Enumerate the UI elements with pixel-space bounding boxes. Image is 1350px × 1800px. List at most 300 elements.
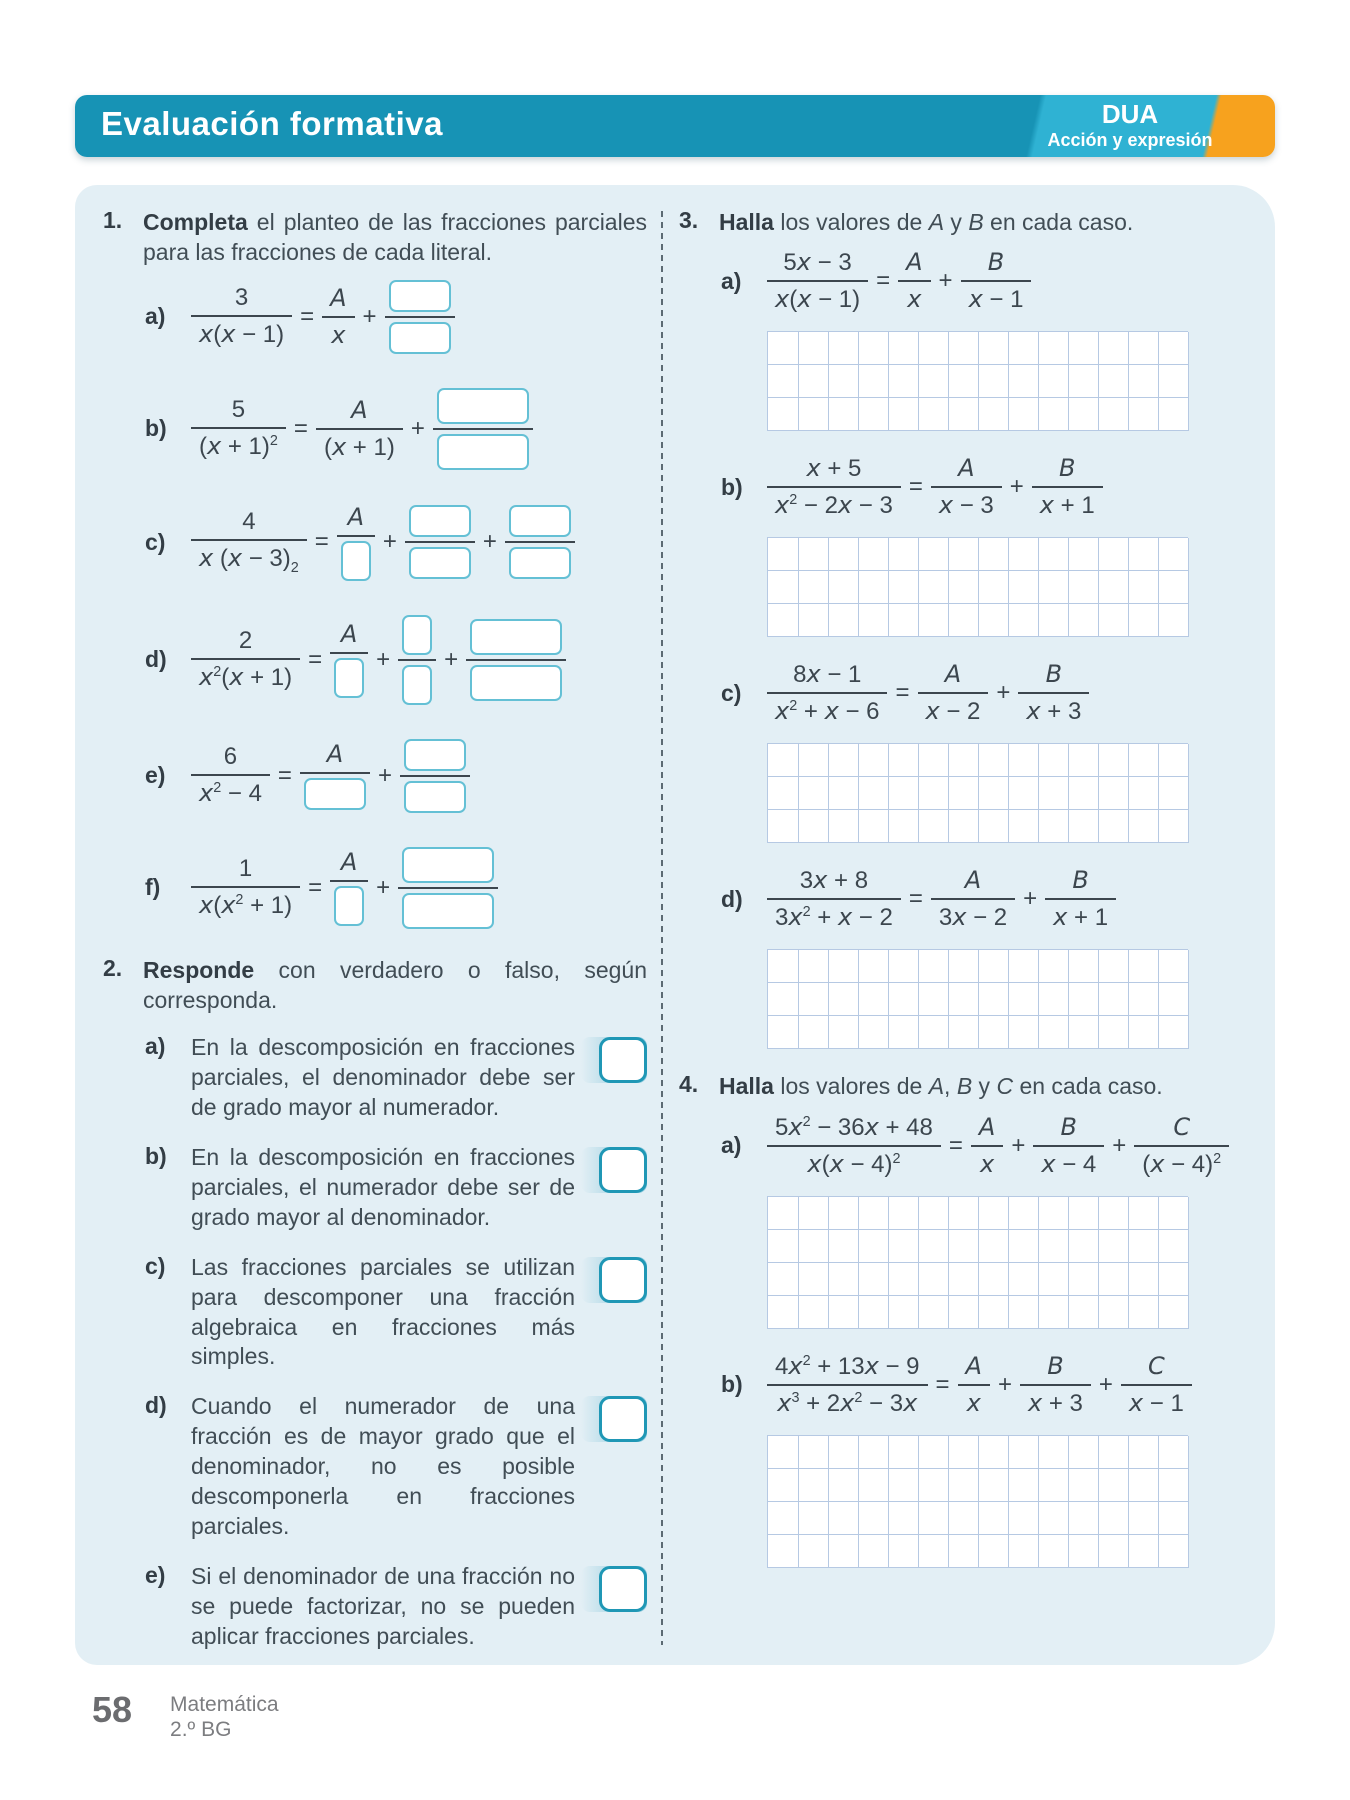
dua-badge [1015, 100, 1245, 151]
fraction [433, 386, 533, 472]
grid-cell [1158, 538, 1189, 571]
grid-cell [1008, 1296, 1039, 1329]
grid-cell [1038, 810, 1069, 843]
grid-cell [1158, 777, 1189, 810]
fraction [767, 1112, 941, 1180]
content-panel [75, 185, 1275, 1665]
grid-cell [918, 777, 949, 810]
fraction [316, 395, 403, 463]
exercise-number: 1. [103, 207, 123, 233]
grid-cell [1158, 571, 1189, 604]
fraction [1134, 1112, 1229, 1180]
true-false-box[interactable] [599, 1037, 647, 1083]
grid-cell [1038, 1230, 1069, 1263]
answer-box[interactable] [437, 388, 529, 424]
grid-cell [1038, 1502, 1069, 1535]
grid-cell [1008, 1469, 1039, 1502]
fraction-numerator: 8x − 1 [793, 660, 862, 689]
operator: = [308, 873, 323, 901]
answer-box[interactable] [389, 280, 451, 312]
grid-cell [1128, 604, 1159, 637]
fraction-denominator: x [971, 1145, 1003, 1180]
grid-cell [858, 1469, 889, 1502]
grid-cell [798, 332, 829, 365]
grid-cell [1158, 1502, 1189, 1535]
grid-cell [828, 777, 859, 810]
fraction-numerator: A [340, 620, 358, 649]
fraction-numerator: C [1147, 1351, 1165, 1380]
grid-cell [1128, 983, 1159, 1016]
equation [191, 502, 575, 583]
grid-cell [1128, 1436, 1159, 1469]
fraction [767, 659, 887, 727]
fraction [1121, 1351, 1192, 1419]
grid-cell [918, 1469, 949, 1502]
operator: = [876, 267, 891, 295]
grid-cell [1068, 1016, 1099, 1049]
fraction-numerator: 3x + 8 [799, 866, 869, 895]
fraction-numerator: 5x − 3 [783, 248, 852, 277]
fraction-numerator [505, 503, 575, 541]
statement-item [145, 1562, 647, 1652]
operator: = [948, 1131, 963, 1159]
true-false-box[interactable] [599, 1396, 647, 1442]
statement-item [145, 1392, 647, 1541]
grid-cell [978, 1469, 1009, 1502]
true-false-box[interactable] [599, 1257, 647, 1303]
grid-cell [978, 332, 1009, 365]
grid-cell [918, 332, 949, 365]
fraction-denominator: $x(x^2 + 1)$ [191, 886, 300, 921]
answer-box[interactable] [509, 505, 571, 537]
grid-cell [798, 950, 829, 983]
fraction [931, 865, 1015, 933]
page-number: 58 [92, 1689, 133, 1730]
grid-cell [828, 1197, 859, 1230]
fraction-denominator: $x^3 + 2x^2 - 3x$ [767, 1384, 928, 1419]
grid-cell [918, 983, 949, 1016]
equation [191, 845, 498, 931]
grid-cell [828, 1436, 859, 1469]
statement-item [145, 1253, 647, 1373]
answer-box[interactable] [470, 619, 562, 655]
grid-cell [978, 744, 1009, 777]
grid-cell [918, 1197, 949, 1230]
work-grid[interactable] [767, 331, 1188, 431]
answer-box[interactable] [402, 893, 494, 929]
grid-cell [888, 398, 919, 431]
work-grid[interactable] [767, 1196, 1188, 1329]
answer-box[interactable] [409, 505, 471, 537]
answer-box[interactable] [409, 547, 471, 579]
grid-cell [1008, 1016, 1039, 1049]
operator: + [362, 302, 377, 330]
fraction-numerator [405, 503, 475, 541]
item-letter: a) [721, 267, 742, 294]
grid-cell [828, 744, 859, 777]
grid-cell [1068, 1296, 1099, 1329]
fraction-denominator [405, 541, 475, 581]
statement-text: Si el denominador de una fracción no se puede factorizar, no se pueden aplicar fracciones parciales. [191, 1562, 575, 1649]
grid-cell [1038, 950, 1069, 983]
fraction [971, 1112, 1003, 1180]
fraction [961, 247, 1032, 315]
grid-cell [768, 332, 799, 365]
equation [191, 613, 566, 707]
grid-cell [978, 1436, 1009, 1469]
grid-cell [1158, 1197, 1189, 1230]
grid-cell [1098, 571, 1129, 604]
grid-cell [798, 538, 829, 571]
fraction [505, 503, 575, 581]
grid-cell [1038, 398, 1069, 431]
grid-cell [978, 1502, 1009, 1535]
equation-item [721, 247, 1253, 315]
fraction [767, 247, 868, 315]
fraction [1020, 1351, 1091, 1419]
true-false-tail [581, 1396, 647, 1442]
grid-cell [888, 950, 919, 983]
grid-cell [918, 365, 949, 398]
equation [191, 737, 470, 815]
operator: + [444, 645, 459, 673]
answer-box[interactable] [402, 665, 432, 705]
grid-cell [858, 1016, 889, 1049]
grid-cell [978, 1016, 1009, 1049]
statement-item [145, 1033, 647, 1123]
grid-cell [1128, 1263, 1159, 1296]
grid-cell [828, 1230, 859, 1263]
grid-cell [828, 538, 859, 571]
grid-cell [858, 744, 889, 777]
grid-cell [948, 744, 979, 777]
grid-cell [768, 777, 799, 810]
answer-box[interactable] [404, 739, 466, 771]
item-letter: c) [721, 679, 742, 706]
answer-box[interactable] [341, 541, 371, 581]
exercise-1-items [103, 278, 647, 931]
fraction [1045, 865, 1116, 933]
fraction-denominator [400, 775, 470, 815]
grid-cell [1158, 1296, 1189, 1329]
operator: = [293, 414, 308, 442]
dua-title: DUA [1101, 99, 1159, 129]
fraction-denominator [466, 659, 566, 703]
answer-box[interactable] [334, 658, 364, 698]
grid-cell [828, 365, 859, 398]
equation-item [721, 1112, 1253, 1180]
item-letter: b) [721, 473, 743, 500]
grid-cell [1098, 1197, 1129, 1230]
operator: + [1098, 1370, 1113, 1398]
exercise-3-header [679, 207, 1253, 237]
exercise-4-header [679, 1071, 1253, 1101]
fraction-numerator: A [906, 248, 923, 277]
grid-cell [768, 1469, 799, 1502]
item-letter: d) [145, 1392, 167, 1419]
grid-cell [1098, 950, 1129, 983]
grid-cell [768, 398, 799, 431]
answer-box[interactable] [304, 778, 366, 810]
fraction-numerator: A [326, 740, 344, 769]
grid-cell [768, 604, 799, 637]
grid-cell [1158, 983, 1189, 1016]
exercise-intro-rest: los valores de A, B y C en cada caso. [773, 1073, 1163, 1100]
fraction [191, 626, 300, 693]
equation-item [721, 659, 1253, 727]
grid-cell [948, 1469, 979, 1502]
grid-cell [888, 332, 919, 365]
grid-cell [798, 777, 829, 810]
statement-text: Las fracciones parciales se utilizan para descomponer una fracción algebraica en fracciones más simples. [191, 1253, 575, 1370]
grid-cell [888, 1263, 919, 1296]
exercise-intro-rest: los valores de A y B en cada caso. [773, 209, 1134, 235]
work-grid[interactable] [767, 949, 1188, 1049]
grid-cell [1128, 1016, 1159, 1049]
fraction-denominator: x + 1 [1045, 898, 1116, 933]
grid-cell [1068, 365, 1099, 398]
fraction-denominator: x − 4 [1033, 1145, 1104, 1180]
grid-cell [1038, 983, 1069, 1016]
answer-box[interactable] [334, 886, 364, 926]
fraction-denominator: x [322, 316, 354, 351]
equation-item [721, 453, 1253, 521]
grid-cell [1098, 810, 1129, 843]
grid-cell [768, 1436, 799, 1469]
grid-cell [768, 571, 799, 604]
grid-cell [1098, 1436, 1129, 1469]
grid-cell [798, 1263, 829, 1296]
grid-cell [1098, 1502, 1129, 1535]
fraction [931, 453, 1002, 521]
answer-box[interactable] [389, 322, 451, 354]
fraction [191, 395, 286, 462]
grid-cell [1098, 983, 1129, 1016]
grid-cell [888, 1197, 919, 1230]
fraction-denominator: $x^2 - 2x - 3$ [767, 486, 901, 521]
grid-cell [798, 1296, 829, 1329]
fraction-numerator: B [987, 248, 1005, 277]
fraction-numerator: B [1045, 660, 1063, 689]
grid-cell [1128, 1296, 1159, 1329]
fraction-denominator: x − 1 [1121, 1384, 1192, 1419]
equation [767, 247, 1031, 315]
grid-cell [1008, 538, 1039, 571]
equation-item [145, 386, 647, 472]
grid-cell [978, 604, 1009, 637]
fraction-numerator: $5x^2 - 36x + 48$ [775, 1112, 933, 1141]
equation-item [145, 845, 647, 931]
operator: + [482, 528, 497, 556]
item-letter: d) [145, 646, 167, 673]
fraction-denominator [337, 535, 375, 583]
grid-cell [798, 744, 829, 777]
grid-cell [1068, 332, 1099, 365]
grid-cell [828, 1296, 859, 1329]
grid-cell [888, 1296, 919, 1329]
grid-cell [978, 1263, 1009, 1296]
grid-cell [1038, 1296, 1069, 1329]
grid-cell [858, 983, 889, 1016]
grid-cell [798, 398, 829, 431]
grid-cell [1128, 365, 1159, 398]
fraction-denominator: $(x - 4)^2$ [1134, 1145, 1229, 1180]
grid-cell [948, 810, 979, 843]
fraction-denominator: x − 1 [961, 280, 1032, 315]
grid-cell [1008, 777, 1039, 810]
work-grid[interactable] [767, 537, 1188, 637]
true-false-box[interactable] [599, 1566, 647, 1612]
footer-text [170, 1692, 279, 1742]
equation-item [145, 613, 647, 707]
grid-cell [888, 777, 919, 810]
operator: + [996, 679, 1011, 707]
exercise-intro-rest: el planteo de las fracciones parciales para las fracciones de cada literal. [143, 209, 647, 266]
work-grid[interactable] [767, 1435, 1188, 1568]
exercise-4-items [679, 1112, 1253, 1568]
fraction [398, 845, 498, 931]
grid-cell [1128, 1535, 1159, 1568]
operator: + [410, 414, 425, 442]
grid-cell [1098, 538, 1129, 571]
item-letter: e) [145, 1561, 166, 1588]
grid-cell [768, 365, 799, 398]
fraction-denominator: $x(x - 4)^2$ [767, 1145, 941, 1180]
exercise-number: 3. [679, 207, 699, 233]
grid-cell [858, 365, 889, 398]
grid-cell [948, 1296, 979, 1329]
answer-box[interactable] [509, 547, 571, 579]
grid-cell [1068, 571, 1099, 604]
exercise-intro [143, 207, 647, 268]
grid-cell [888, 1469, 919, 1502]
grid-cell [948, 777, 979, 810]
fraction-numerator: B [1047, 1351, 1064, 1380]
grid-cell [888, 571, 919, 604]
grid-cell [1008, 1230, 1039, 1263]
fraction-denominator: $x^2 + x - 6$ [767, 692, 887, 727]
answer-box[interactable] [404, 781, 466, 813]
grid-cell [1008, 571, 1039, 604]
grid-cell [948, 1016, 979, 1049]
grid-cell [858, 810, 889, 843]
grid-cell [978, 538, 1009, 571]
fraction [767, 1351, 928, 1419]
grid-cell [1158, 950, 1189, 983]
halla-item [721, 865, 1253, 1049]
grid-cell [918, 810, 949, 843]
answer-box[interactable] [402, 615, 432, 655]
operator: = [300, 302, 315, 330]
grid-cell [978, 950, 1009, 983]
fraction [300, 739, 370, 812]
fraction-numerator [466, 617, 566, 659]
fraction [322, 283, 354, 351]
grid-cell [1128, 571, 1159, 604]
answer-box[interactable] [470, 665, 562, 701]
fraction-denominator [433, 428, 533, 472]
grid-cell [1008, 1436, 1039, 1469]
fraction-numerator: 3 [234, 284, 249, 312]
operator: + [1009, 473, 1024, 501]
grid-cell [828, 810, 859, 843]
grid-cell [888, 810, 919, 843]
fraction [1018, 659, 1089, 727]
grid-cell [828, 571, 859, 604]
fraction-denominator [330, 880, 368, 928]
fraction-numerator: A [347, 502, 365, 531]
fraction-denominator: x(x − 1) [767, 280, 868, 315]
grid-cell [858, 1535, 889, 1568]
fraction-numerator: 5 [231, 396, 246, 424]
grid-cell [798, 1469, 829, 1502]
operator: + [1011, 1131, 1026, 1159]
operator: + [997, 1370, 1012, 1398]
exercise-number: 4. [679, 1071, 699, 1098]
grid-cell [1068, 810, 1099, 843]
statement-text: En la descomposición en fracciones parciales, el numerador debe ser de grado mayor al denominador. [191, 1144, 575, 1230]
grid-cell [978, 1296, 1009, 1329]
fraction-denominator: 3x − 2 [931, 898, 1015, 933]
operator: = [895, 679, 910, 707]
equation [191, 278, 455, 356]
grid-cell [1128, 1197, 1159, 1230]
column-divider [661, 211, 663, 1645]
operator: = [908, 473, 923, 501]
fraction [405, 503, 475, 581]
grid-cell [798, 1016, 829, 1049]
grid-cell [1158, 332, 1189, 365]
grid-cell [1068, 1197, 1099, 1230]
grid-cell [768, 744, 799, 777]
grid-cell [888, 983, 919, 1016]
operator: + [377, 761, 392, 789]
true-false-box[interactable] [599, 1147, 647, 1193]
item-letter: d) [721, 885, 743, 912]
exercise-intro-verb: Halla [719, 1073, 774, 1100]
grid-cell [978, 365, 1009, 398]
operator: + [1112, 1131, 1127, 1159]
work-grid[interactable] [767, 743, 1188, 843]
grid-cell [858, 604, 889, 637]
grid-cell [828, 332, 859, 365]
grid-cell [978, 810, 1009, 843]
fraction [958, 1351, 990, 1419]
fraction-numerator: B [1060, 1112, 1078, 1141]
answer-box[interactable] [402, 847, 494, 883]
grid-cell [978, 777, 1009, 810]
fraction-denominator: (x + 1) [316, 428, 403, 463]
exercise-2-header [103, 955, 647, 1016]
fraction-numerator: $4x^2 + 13x - 9$ [775, 1351, 920, 1380]
grid-cell [918, 398, 949, 431]
halla-item [721, 1112, 1253, 1329]
answer-box[interactable] [437, 434, 529, 470]
exercise-4 [679, 1071, 1253, 1567]
fraction [191, 283, 292, 350]
grid-cell [1008, 604, 1039, 637]
grid-cell [768, 1296, 799, 1329]
grid-cell [888, 1230, 919, 1263]
exercise-intro-rest: con verdadero o falso, según corresponda. [143, 956, 647, 1014]
grid-cell [798, 1502, 829, 1535]
statement-text: Cuando el numerador de una fracción es de mayor grado que el denominador, no es posible descomponerla en fracciones parciales. [191, 1393, 575, 1539]
fraction-denominator [385, 316, 455, 356]
grid-cell [798, 604, 829, 637]
fraction-numerator: A [978, 1112, 996, 1141]
equation-item [721, 865, 1253, 933]
grid-cell [1038, 744, 1069, 777]
